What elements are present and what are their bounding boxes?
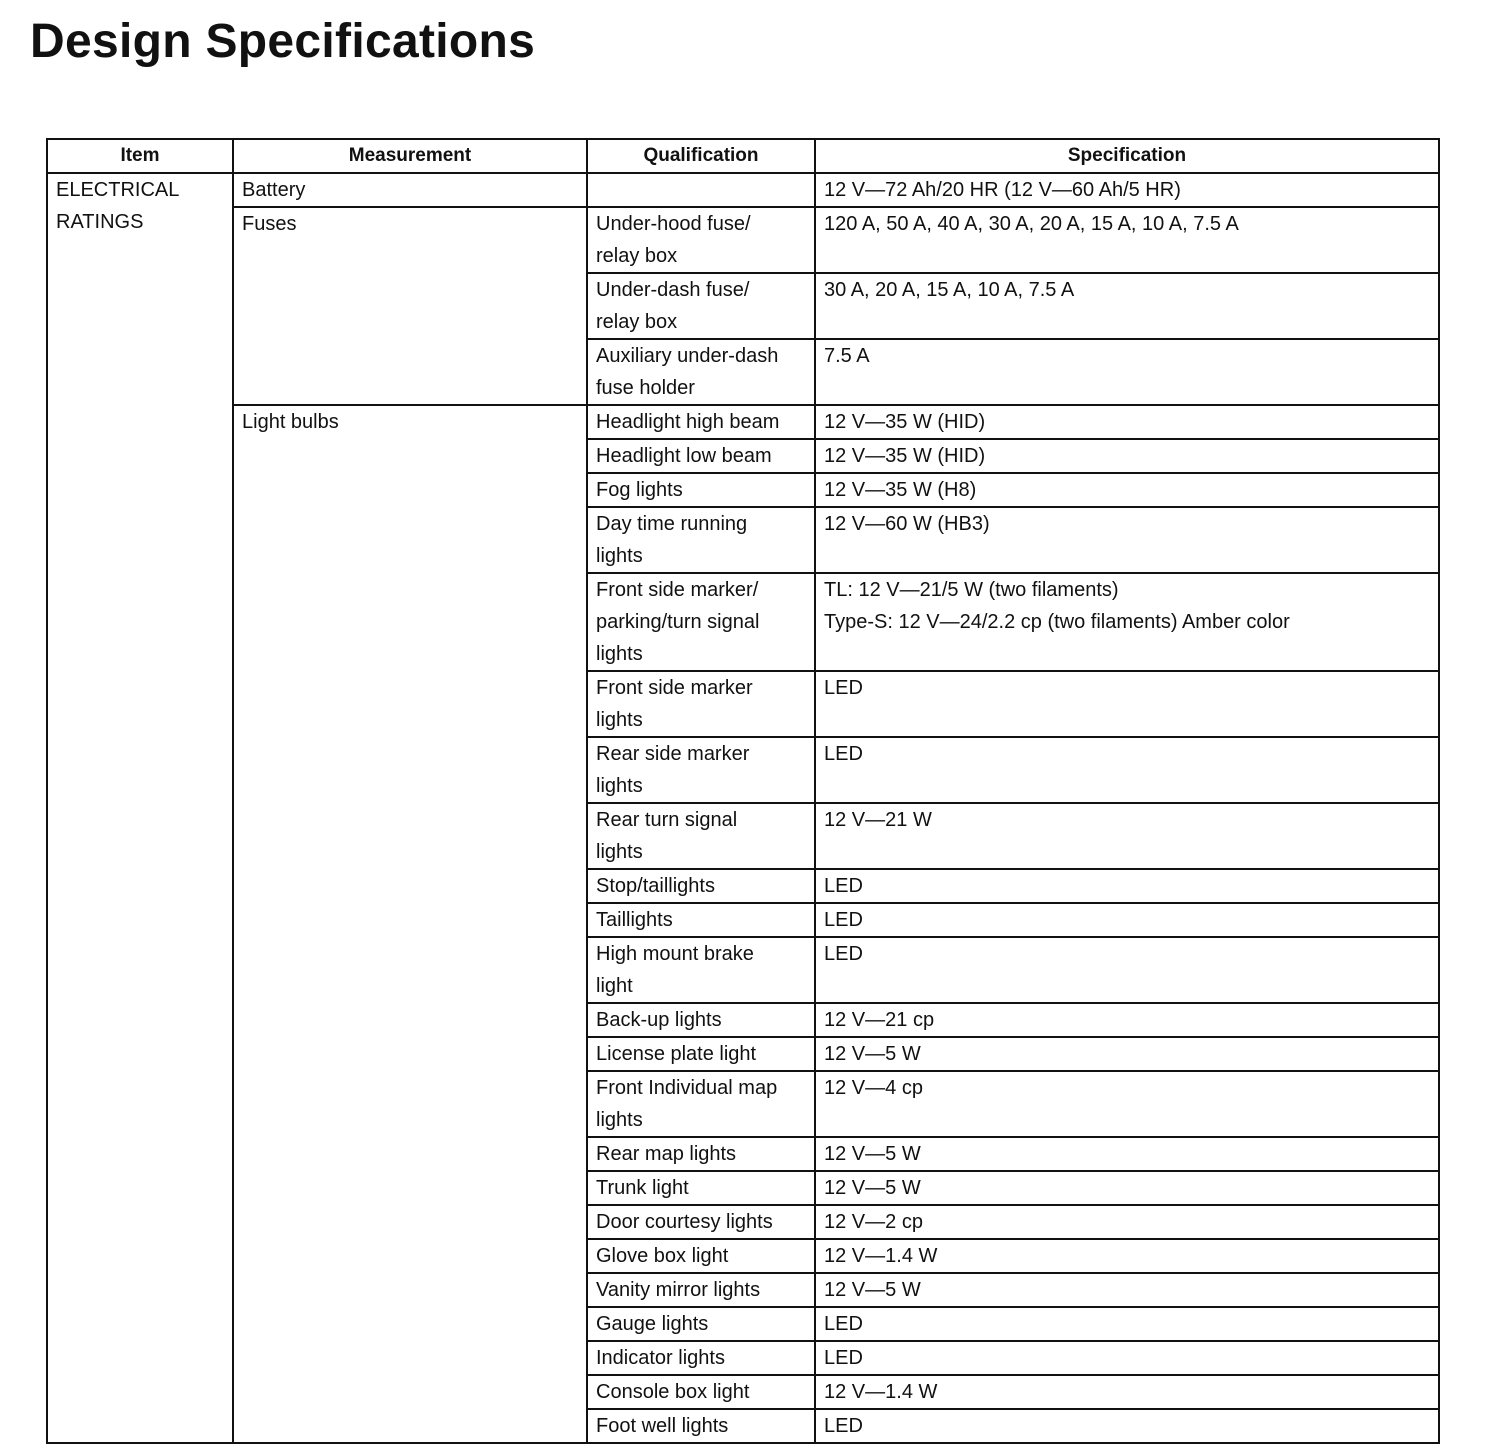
specification-cell bbox=[815, 1307, 1439, 1341]
qualification-cell-line: Headlight high beam bbox=[596, 411, 780, 433]
qualification-cell bbox=[587, 273, 815, 339]
qualification-cell-line: Headlight low beam bbox=[596, 445, 772, 467]
qualification-cell-line: Rear side marker bbox=[596, 743, 750, 765]
qualification-cell-line: lights bbox=[596, 841, 643, 863]
qualification-cell-line: Glove box light bbox=[596, 1245, 729, 1267]
qualification-cell bbox=[587, 339, 815, 405]
qualification-cell-line: lights bbox=[596, 643, 643, 665]
specification-cell bbox=[815, 1341, 1439, 1375]
specification-cell bbox=[815, 405, 1439, 439]
specification-cell bbox=[815, 273, 1439, 339]
specification-cell bbox=[815, 339, 1439, 405]
specification-cell-line: LED bbox=[824, 1415, 863, 1437]
qualification-cell-line: lights bbox=[596, 1109, 643, 1131]
specification-cell bbox=[815, 671, 1439, 737]
qualification-cell-line: Front side marker bbox=[596, 677, 753, 699]
specification-cell-line: 12 V—35 W (HID) bbox=[824, 445, 986, 467]
specification-cell bbox=[815, 473, 1439, 507]
specification-cell-line: 12 V—21 cp bbox=[824, 1009, 935, 1031]
item-cell bbox=[47, 173, 233, 1443]
header-measurement: Measurement bbox=[233, 139, 587, 173]
specification-cell bbox=[815, 439, 1439, 473]
qualification-cell-line: Front Individual map bbox=[596, 1077, 778, 1099]
specification-cell-line: LED bbox=[824, 875, 863, 897]
qualification-cell-line: Under-dash fuse/ bbox=[596, 279, 750, 301]
specification-cell bbox=[815, 903, 1439, 937]
specification-cell-line: 12 V—35 W (HID) bbox=[824, 411, 986, 433]
qualification-cell bbox=[587, 1171, 815, 1205]
specification-cell-line: 12 V—5 W bbox=[824, 1279, 921, 1301]
qualification-cell bbox=[587, 405, 815, 439]
qualification-cell bbox=[587, 903, 815, 937]
measurement-fuses: Fuses bbox=[233, 207, 587, 405]
specification-cell bbox=[815, 1071, 1439, 1137]
specification-cell-line: 12 V—21 W bbox=[824, 809, 932, 831]
qualification-cell bbox=[587, 1341, 815, 1375]
qualification-cell bbox=[587, 507, 815, 573]
qualification-cell-line: Rear map lights bbox=[596, 1143, 737, 1165]
qualification-cell-line: Foot well lights bbox=[596, 1415, 729, 1437]
measurement-light-bulbs: Light bulbs bbox=[233, 405, 587, 1443]
specification-cell-line: 30 A, 20 A, 15 A, 10 A, 7.5 A bbox=[824, 279, 1075, 301]
specification-cell-line: 12 V—5 W bbox=[824, 1043, 921, 1065]
specification-cell bbox=[815, 1205, 1439, 1239]
qualification-cell-line: fuse holder bbox=[596, 377, 695, 399]
qualification-cell bbox=[587, 803, 815, 869]
item-line: ELECTRICAL bbox=[56, 179, 180, 201]
specification-cell bbox=[815, 1171, 1439, 1205]
header-specification: Specification bbox=[815, 139, 1439, 173]
qualification-cell bbox=[587, 1137, 815, 1171]
qualification-cell bbox=[587, 1003, 815, 1037]
qualification-cell-line: High mount brake bbox=[596, 943, 754, 965]
qualification-cell-line: Rear turn signal bbox=[596, 809, 738, 831]
qualification-cell-line: relay box bbox=[596, 311, 678, 333]
qualification-cell-line: Vanity mirror lights bbox=[596, 1279, 761, 1301]
qualification-cell bbox=[587, 473, 815, 507]
specification-cell-line: 12 V—1.4 W bbox=[824, 1381, 938, 1403]
qualification-cell-line: Auxiliary under-dash bbox=[596, 345, 779, 367]
qualification-cell bbox=[587, 1071, 815, 1137]
specification-cell-line: 12 V—5 W bbox=[824, 1143, 921, 1165]
qualification-cell-line: Door courtesy lights bbox=[596, 1211, 773, 1233]
specification-cell-line: LED bbox=[824, 743, 863, 765]
qualification-cell-line: Day time running bbox=[596, 513, 748, 535]
measurement-battery: Battery bbox=[233, 173, 587, 207]
qualification-cell-line: light bbox=[596, 975, 633, 997]
qualification-cell bbox=[587, 173, 815, 207]
specification-cell bbox=[815, 1239, 1439, 1273]
specification-cell-line: Type-S: 12 V—24/2.2 cp (two filaments) Amber color bbox=[824, 611, 1290, 633]
page-title: Design Specifications bbox=[30, 15, 536, 68]
qualification-cell-line: Stop/taillights bbox=[596, 875, 715, 897]
qualification-cell-line: Indicator lights bbox=[596, 1347, 725, 1369]
specification-cell-line: 12 V—5 W bbox=[824, 1177, 921, 1199]
specification-cell bbox=[815, 803, 1439, 869]
table-header-row bbox=[47, 139, 1439, 173]
specification-cell bbox=[815, 507, 1439, 573]
specification-cell bbox=[815, 737, 1439, 803]
specification-cell bbox=[815, 573, 1439, 671]
specification-cell bbox=[815, 207, 1439, 273]
specifications-table bbox=[46, 138, 1440, 1444]
table-row bbox=[47, 405, 1439, 439]
specification-cell-line: LED bbox=[824, 943, 863, 965]
qualification-cell bbox=[587, 1307, 815, 1341]
qualification-cell bbox=[587, 1409, 815, 1443]
qualification-cell bbox=[587, 1375, 815, 1409]
specification-cell-line: TL: 12 V—21/5 W (two filaments) bbox=[824, 579, 1119, 601]
specification-cell-line: 12 V—1.4 W bbox=[824, 1245, 938, 1267]
qualification-cell-line: Fog lights bbox=[596, 479, 683, 501]
specification-cell-line: 12 V—2 cp bbox=[824, 1211, 923, 1233]
specification-cell-line: 120 A, 50 A, 40 A, 30 A, 20 A, 15 A, 10 A, 7.5 A bbox=[824, 213, 1239, 235]
qualification-cell-line: relay box bbox=[596, 245, 678, 267]
qualification-cell bbox=[587, 869, 815, 903]
specification-cell bbox=[815, 1137, 1439, 1171]
specification-cell bbox=[815, 1375, 1439, 1409]
qualification-cell bbox=[587, 1037, 815, 1071]
qualification-cell-line: Trunk light bbox=[596, 1177, 689, 1199]
qualification-cell-line: lights bbox=[596, 709, 643, 731]
qualification-cell-line: License plate light bbox=[596, 1043, 757, 1065]
qualification-cell bbox=[587, 937, 815, 1003]
header-qualification: Qualification bbox=[587, 139, 815, 173]
qualification-cell-line: parking/turn signal bbox=[596, 611, 760, 633]
qualification-cell-line: Console box light bbox=[596, 1381, 750, 1403]
specification-cell-line: LED bbox=[824, 1313, 863, 1335]
qualification-cell-line: Back-up lights bbox=[596, 1009, 722, 1031]
specification-cell-line: LED bbox=[824, 909, 863, 931]
qualification-cell-line: Taillights bbox=[596, 909, 673, 931]
qualification-cell bbox=[587, 671, 815, 737]
specification-cell bbox=[815, 937, 1439, 1003]
specification-cell-line: 12 V—35 W (H8) bbox=[824, 479, 977, 501]
qualification-cell-line: Under-hood fuse/ bbox=[596, 213, 751, 235]
specification-cell bbox=[815, 1003, 1439, 1037]
qualification-cell bbox=[587, 1205, 815, 1239]
qualification-cell bbox=[587, 1273, 815, 1307]
specification-cell-line: LED bbox=[824, 1347, 863, 1369]
specification-cell-line: LED bbox=[824, 677, 863, 699]
qualification-cell-line: lights bbox=[596, 545, 643, 567]
qualification-cell-line: lights bbox=[596, 775, 643, 797]
specification-cell bbox=[815, 1409, 1439, 1443]
specification-cell-line: 12 V—60 W (HB3) bbox=[824, 513, 990, 535]
qualification-cell-line: Gauge lights bbox=[596, 1313, 709, 1335]
specifications-body bbox=[47, 173, 1439, 1443]
header-item: Item bbox=[47, 139, 233, 173]
qualification-cell bbox=[587, 1239, 815, 1273]
qualification-cell bbox=[587, 737, 815, 803]
qualification-cell bbox=[587, 573, 815, 671]
specification-cell bbox=[815, 1273, 1439, 1307]
specification-cell-line: 12 V—4 cp bbox=[824, 1077, 923, 1099]
table-row bbox=[47, 207, 1439, 273]
qualification-cell-line: Front side marker/ bbox=[596, 579, 759, 601]
table-row bbox=[47, 173, 1439, 207]
specification-cell bbox=[815, 1037, 1439, 1071]
qualification-cell bbox=[587, 207, 815, 273]
specification-cell bbox=[815, 869, 1439, 903]
qualification-cell bbox=[587, 439, 815, 473]
specification-cell: 12 V—72 Ah/20 HR (12 V—60 Ah/5 HR) bbox=[815, 173, 1439, 207]
item-line: RATINGS bbox=[56, 211, 144, 233]
specification-cell-line: 7.5 A bbox=[824, 345, 870, 367]
